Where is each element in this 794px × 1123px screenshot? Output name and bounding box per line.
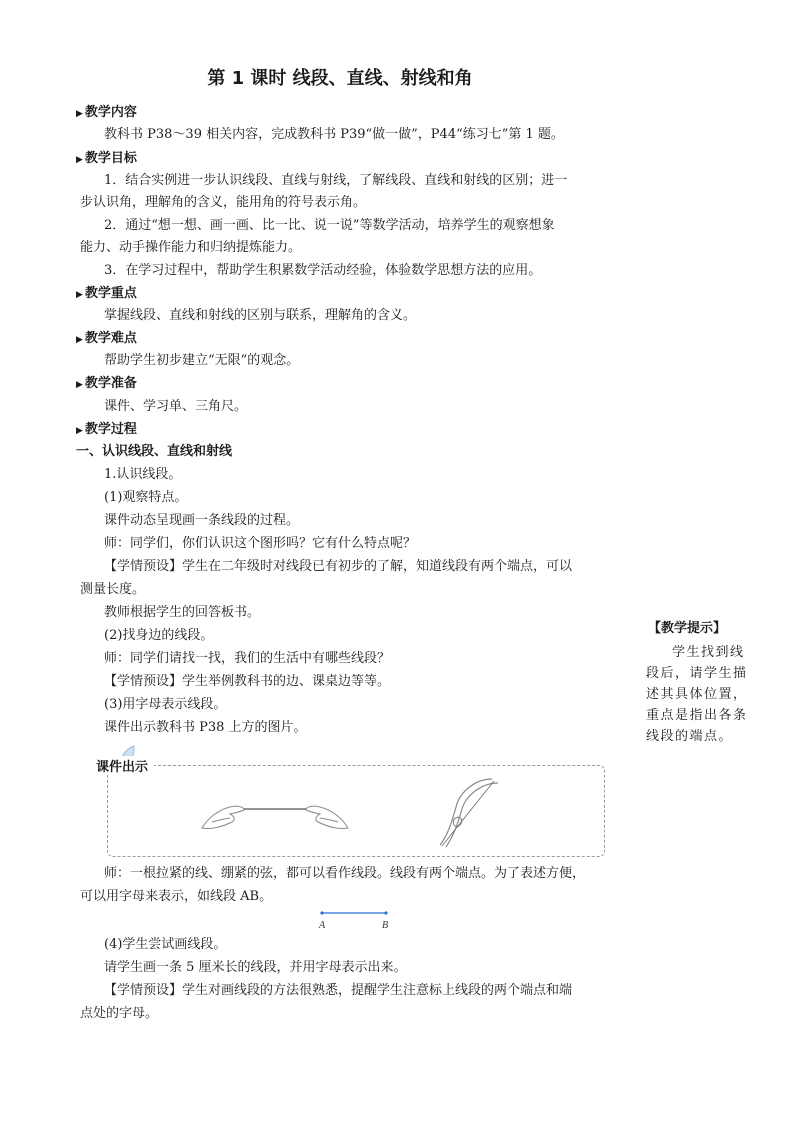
process-line: 课件动态呈现画一条线段的过程。 [104, 513, 300, 528]
bow-illustration [434, 775, 504, 849]
heading-process: ▶ 教学过程 [76, 422, 137, 437]
difficulty-text: 帮助学生初步建立“无限”的观念。 [104, 353, 300, 368]
prep-text: 课件、学习单、三角尺。 [104, 399, 248, 414]
triangle-bullet-icon: ▶ [76, 155, 83, 165]
process-line: 1.认识线段。 [104, 467, 182, 482]
process-line: 【学情预设】学生举例教科书的边、课桌边等等。 [104, 674, 391, 689]
endpoint-a [320, 911, 323, 914]
process-line: 点处的字母。 [80, 1006, 159, 1021]
process-line: 可以用字母来表示，如线段 AB。 [80, 889, 273, 904]
process-line: 测量长度。 [80, 582, 146, 597]
label-b: B [382, 920, 389, 931]
goal-line: 2．通过“想一想、画一画、比一比、说一说”等数学活动，培养学生的观察想象 [104, 218, 555, 233]
key-text: 掌握线段、直线和射线的区别与联系，理解角的含义。 [104, 308, 417, 323]
heading-difficulty: ▶ 教学难点 [76, 331, 137, 346]
process-line: (2)找身边的线段。 [104, 628, 214, 643]
heading-key: ▶ 教学重点 [76, 286, 137, 301]
content-text: 教科书 P38～39 相关内容，完成教科书 P39“做一做”，P44“练习七”第 1 题。 [104, 127, 564, 142]
triangle-bullet-icon: ▶ [76, 290, 83, 300]
side-note-title: 【教学提示】 [648, 621, 727, 636]
endpoint-b [384, 911, 387, 914]
goal-line: 3．在学习过程中，帮助学生积累数学活动经验，体验数学思想方法的应用。 [104, 263, 542, 278]
side-note-text: 学生找到线段后，请学生描述其具体位置，重点是指出各条线段的端点。 [646, 645, 748, 744]
heading-prep: ▶ 教学准备 [76, 376, 137, 391]
process-line: 【学情预设】学生在二年级时对线段已有初步的了解，知道线段有两个端点，可以 [104, 559, 573, 574]
process-line: 师：同学们，你们认识这个图形吗？它有什么特点呢？ [104, 536, 417, 551]
heading-content: ▶ 教学内容 [76, 105, 137, 120]
goal-line: 步认识角，理解角的含义，能用角的符号表示角。 [80, 195, 367, 210]
page-title: 第 1 课时 线段、直线、射线和角 [207, 68, 473, 89]
triangle-bullet-icon: ▶ [76, 109, 83, 119]
process-line: 课件出示教科书 P38 上方的图片。 [104, 720, 307, 735]
process-line: 请学生画一条 5 厘米长的线段，并用字母表示出来。 [104, 960, 407, 975]
segment-ab-figure [316, 909, 396, 931]
process-line: 师：同学们请找一找，我们的生活中有哪些线段？ [104, 651, 391, 666]
process-line: 师：一根拉紧的线、绷紧的弦，都可以看作线段。线段有两个端点。为了表述方便， [104, 866, 586, 881]
courseware-box [107, 765, 605, 857]
process-line: (4)学生尝试画线段。 [104, 937, 227, 952]
process-line: (1)观察特点。 [104, 490, 188, 505]
process-line: 【学情预设】学生对画线段的方法很熟悉，提醒学生注意标上线段的两个端点和端 [104, 983, 573, 998]
goal-line: 1．结合实例进一步认识线段、直线与射线，了解线段、直线和射线的区别；进一 [104, 173, 568, 188]
goal-line: 能力、动手操作能力和归纳提炼能力。 [80, 240, 302, 255]
triangle-bullet-icon: ▶ [76, 335, 83, 345]
part1-title: 一、认识线段、直线和射线 [76, 444, 233, 459]
triangle-bullet-icon: ▶ [76, 426, 83, 436]
triangle-bullet-icon: ▶ [76, 380, 83, 390]
courseware-label: 课件出示 [94, 756, 154, 775]
process-line: (3)用字母表示线段。 [104, 697, 227, 712]
heading-goals: ▶ 教学目标 [76, 151, 137, 166]
label-a: A [319, 920, 326, 931]
taut-string-hands-illustration [200, 792, 350, 836]
process-line: 教师根据学生的回答板书。 [104, 605, 261, 620]
